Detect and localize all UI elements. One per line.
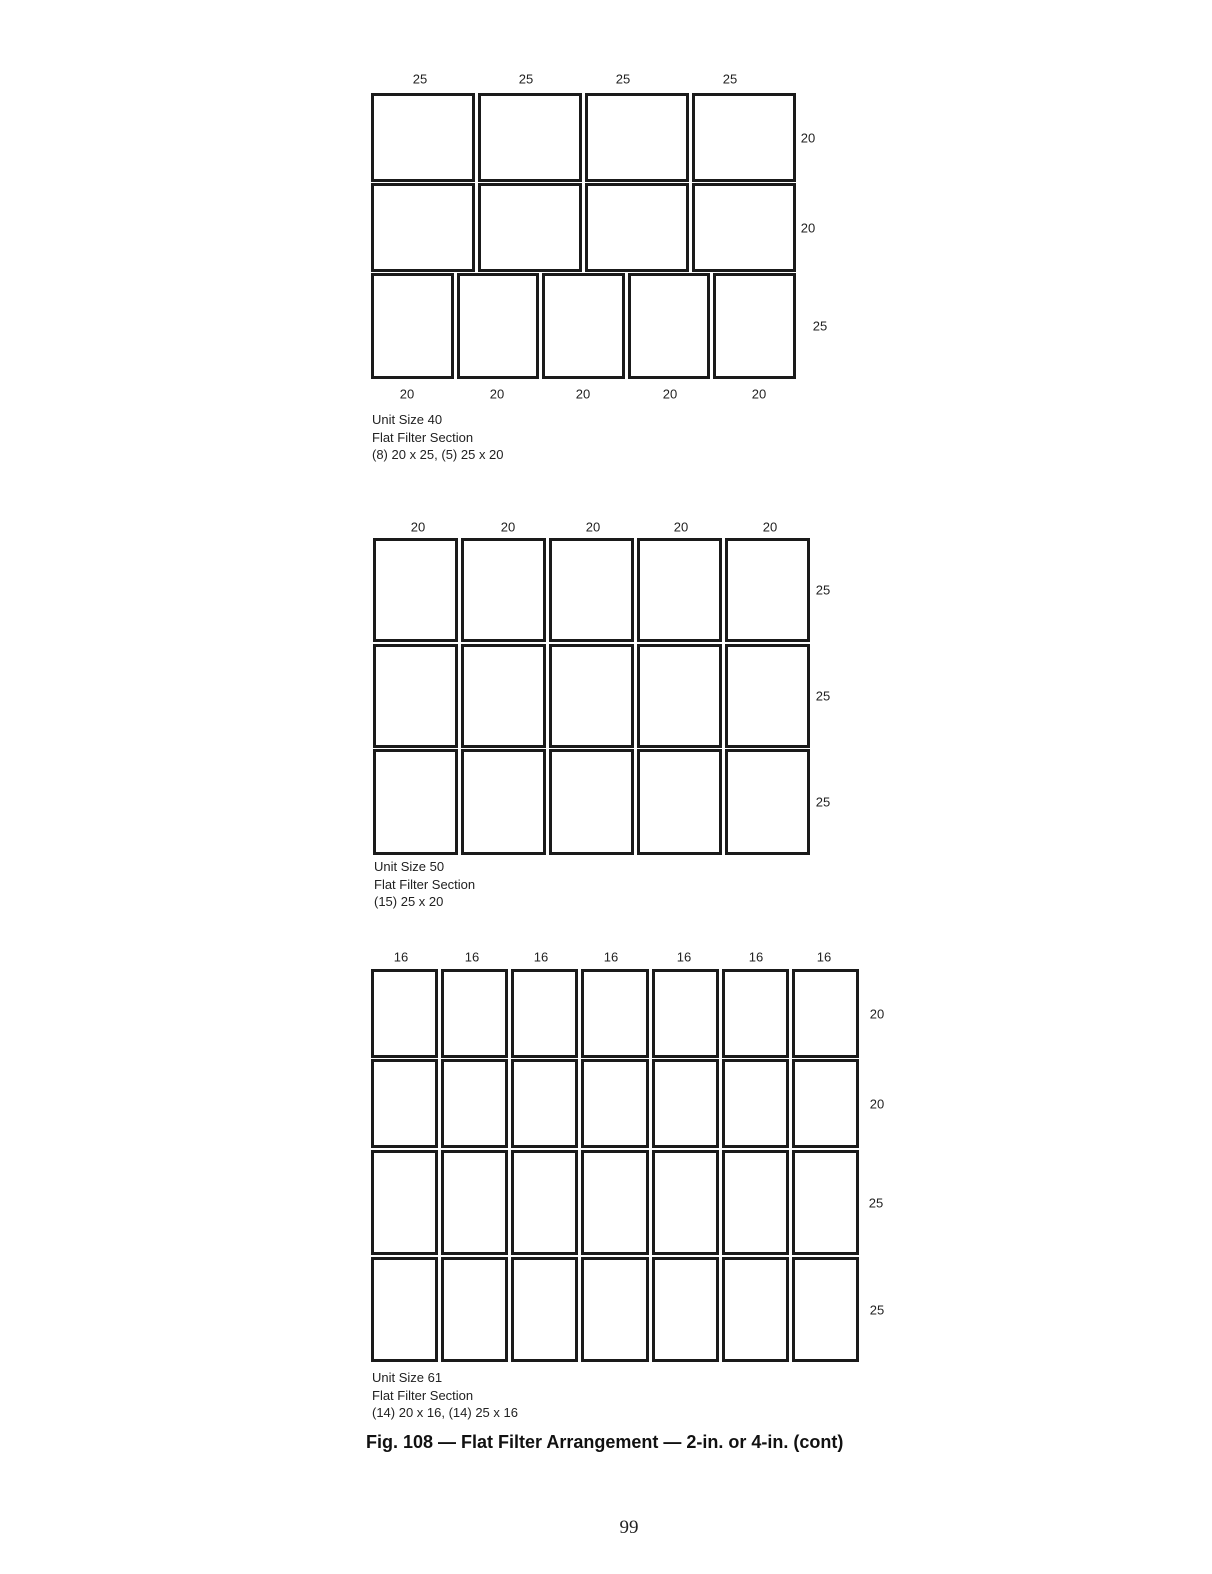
filter-cell (725, 538, 810, 642)
unit-caption-line: Flat Filter Section (372, 429, 474, 445)
filter-cell (441, 1257, 508, 1362)
top-dimension-label: 16 (816, 949, 832, 965)
filter-cell (585, 183, 689, 272)
filter-cell (511, 1257, 578, 1362)
unit-caption-line: Unit Size 61 (372, 1370, 443, 1385)
filter-cell (722, 969, 789, 1058)
row-dimension-label: 20 (800, 130, 816, 145)
filter-cell (722, 1150, 789, 1255)
unit-caption (372, 411, 504, 464)
top-dimension-label: 20 (762, 519, 778, 535)
filter-cell (722, 1257, 789, 1362)
filter-cell (792, 969, 859, 1058)
page-number: 99 (619, 1517, 639, 1538)
unit-caption-line: Flat Filter Section (372, 1387, 474, 1403)
filter-cell (581, 1257, 648, 1362)
bottom-dimension-label: 20 (575, 386, 591, 402)
bottom-dimension-label: 20 (662, 386, 678, 402)
top-dimension-label: 25 (615, 71, 631, 87)
filter-cell (549, 749, 634, 855)
top-dimension-label: 20 (673, 519, 689, 535)
filter-cell (461, 538, 546, 642)
bottom-dimension-label: 20 (751, 386, 767, 402)
filter-cell (628, 273, 711, 379)
top-dimension-label: 16 (676, 949, 692, 965)
bottom-dimension-label: 20 (489, 386, 505, 402)
filter-cell (457, 273, 540, 379)
filter-cell (511, 1150, 578, 1255)
filter-cell (792, 1150, 859, 1255)
filter-cell (371, 183, 475, 272)
top-dimension-label: 20 (410, 519, 426, 535)
filter-cell (692, 93, 796, 182)
filter-cell (637, 538, 722, 642)
filter-cell (373, 644, 458, 748)
filter-cell (461, 749, 546, 855)
filter-cell (371, 969, 438, 1058)
filter-cell (637, 749, 722, 855)
filter-cell (581, 969, 648, 1058)
top-dimension-label: 16 (393, 949, 409, 965)
filter-cell (461, 644, 546, 748)
filter-cell (792, 1059, 859, 1148)
top-dimension-label: 25 (412, 71, 428, 87)
filter-cell (371, 93, 475, 182)
filter-cell (585, 93, 689, 182)
unit-caption (372, 1369, 518, 1422)
row-dimension-label: 20 (869, 1006, 885, 1021)
filter-cell (637, 644, 722, 748)
filter-cell (373, 538, 458, 642)
filter-cell (441, 1150, 508, 1255)
row-dimension-label: 25 (815, 582, 831, 598)
filter-cell (792, 1257, 859, 1362)
unit-caption-line: (14) 20 x 16, (14) 25 x 16 (372, 1405, 518, 1420)
filter-cell (371, 1257, 438, 1362)
unit-caption-line: Unit Size 50 (374, 859, 445, 874)
filter-cell (478, 93, 582, 182)
filter-cell (581, 1150, 648, 1255)
unit-caption (374, 858, 475, 911)
filter-cell (478, 183, 582, 272)
filter-cell (371, 1059, 438, 1148)
unit-caption-line: Unit Size 40 (372, 412, 443, 427)
filter-cell (373, 749, 458, 855)
row-dimension-label: 25 (812, 318, 828, 334)
row-dimension-label: 20 (800, 220, 816, 235)
filter-cell (511, 969, 578, 1058)
filter-cell (581, 1059, 648, 1148)
filter-cell (713, 273, 796, 379)
filter-cell (441, 1059, 508, 1148)
top-dimension-label: 25 (722, 71, 738, 87)
filter-cell (652, 1059, 719, 1148)
filter-cell (725, 644, 810, 748)
filter-cell (371, 273, 454, 379)
filter-cell (549, 644, 634, 748)
filter-cell (511, 1059, 578, 1148)
filter-cell (441, 969, 508, 1058)
filter-cell (652, 1257, 719, 1362)
filter-cell (652, 1150, 719, 1255)
row-dimension-label: 25 (869, 1302, 885, 1317)
unit-caption-line: Flat Filter Section (374, 876, 476, 892)
row-dimension-label: 20 (869, 1096, 885, 1111)
filter-cell (652, 969, 719, 1058)
top-dimension-label: 20 (585, 519, 601, 535)
top-dimension-label: 16 (533, 949, 549, 965)
filter-cell (542, 273, 625, 379)
top-dimension-label: 25 (518, 71, 534, 87)
top-dimension-label: 20 (500, 519, 516, 535)
filter-cell (692, 183, 796, 272)
unit-caption-line: (15) 25 x 20 (374, 894, 444, 909)
filter-cell (371, 1150, 438, 1255)
bottom-dimension-label: 20 (399, 386, 415, 402)
filter-cell (725, 749, 810, 855)
figure-caption: Fig. 108 — Flat Filter Arrangement — 2-in. or 4-in. (cont) (366, 1432, 844, 1452)
row-dimension-label: 25 (868, 1195, 884, 1210)
top-dimension-label: 16 (603, 949, 619, 965)
row-dimension-label: 25 (815, 688, 831, 704)
row-dimension-label: 25 (815, 794, 831, 810)
unit-caption-line: (8) 20 x 25, (5) 25 x 20 (372, 447, 504, 462)
top-dimension-label: 16 (464, 949, 480, 965)
top-dimension-label: 16 (748, 949, 764, 965)
filter-cell (722, 1059, 789, 1148)
filter-cell (549, 538, 634, 642)
